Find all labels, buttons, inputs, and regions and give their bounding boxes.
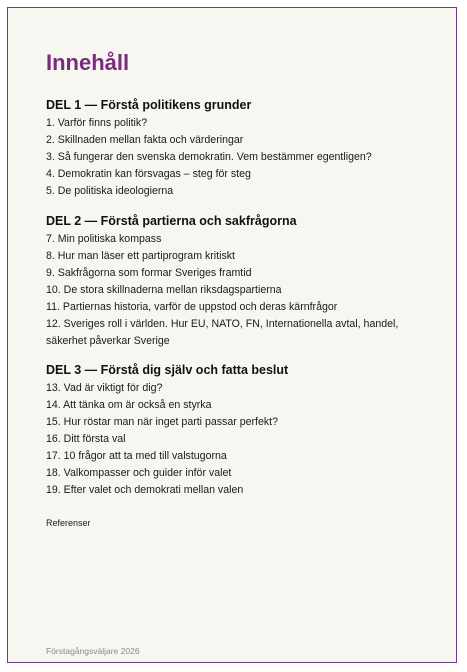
toc-item[interactable]: 11. Partiernas historia, varför de uppstod och deras kärnfrågor xyxy=(46,301,338,313)
toc-item[interactable]: 3. Så fungerar den svenska demokratin. Vem bestämmer egentligen? xyxy=(46,151,372,163)
toc-item[interactable]: 8. Hur man läser ett partiprogram kritiskt xyxy=(46,250,235,262)
toc-item[interactable]: 4. Demokratin kan försvagas – steg för steg xyxy=(46,168,251,180)
toc-item[interactable]: 18. Valkompasser och guider inför valet xyxy=(46,467,232,479)
section-item-list xyxy=(46,380,446,499)
toc-item[interactable]: 2. Skillnaden mellan fakta och värderingar xyxy=(46,134,244,146)
section-heading: DEL 1 — Förstå politikens grunder xyxy=(46,98,252,112)
toc-item[interactable]: 1. Varför finns politik? xyxy=(46,117,148,129)
toc-item[interactable]: 19. Efter valet och demokrati mellan valen xyxy=(46,484,244,496)
section-del-3 xyxy=(46,362,446,499)
toc-item[interactable]: 9. Sakfrågorna som formar Sveriges framtid xyxy=(46,267,252,279)
section-del-1 xyxy=(46,97,446,200)
section-item-list xyxy=(46,115,446,200)
page-footer: Förstagångsväljare 2026 xyxy=(46,646,140,656)
references-link[interactable]: Referenser xyxy=(46,518,91,528)
toc-item[interactable]: 16. Ditt första val xyxy=(46,433,126,445)
toc-item[interactable]: 17. 10 frågor att ta med till valstugorna xyxy=(46,450,227,462)
toc-item[interactable]: 10. De stora skillnaderna mellan riksdagspartierna xyxy=(46,284,282,296)
toc-item[interactable]: 12. Sveriges roll i världen. Hur EU, NATO, FN, Internationella avtal, handel, säkerhet påverkar Sverige xyxy=(46,318,399,347)
section-item-list xyxy=(46,231,446,350)
document-page xyxy=(7,7,457,663)
toc-item[interactable]: 5. De politiska ideologierna xyxy=(46,185,174,197)
toc-item[interactable]: 7. Min politiska kompass xyxy=(46,233,162,245)
section-heading: DEL 3 — Förstå dig själv och fatta beslut xyxy=(46,363,289,377)
toc-item[interactable]: 14. Att tänka om är också en styrka xyxy=(46,399,212,411)
toc-item[interactable]: 13. Vad är viktigt för dig? xyxy=(46,382,163,394)
toc-item[interactable]: 15. Hur röstar man när inget parti passar perfekt? xyxy=(46,416,278,428)
section-del-2 xyxy=(46,213,446,350)
section-heading: DEL 2 — Förstå partierna och sakfrågorna xyxy=(46,214,297,228)
page-title: Innehåll xyxy=(46,50,130,75)
